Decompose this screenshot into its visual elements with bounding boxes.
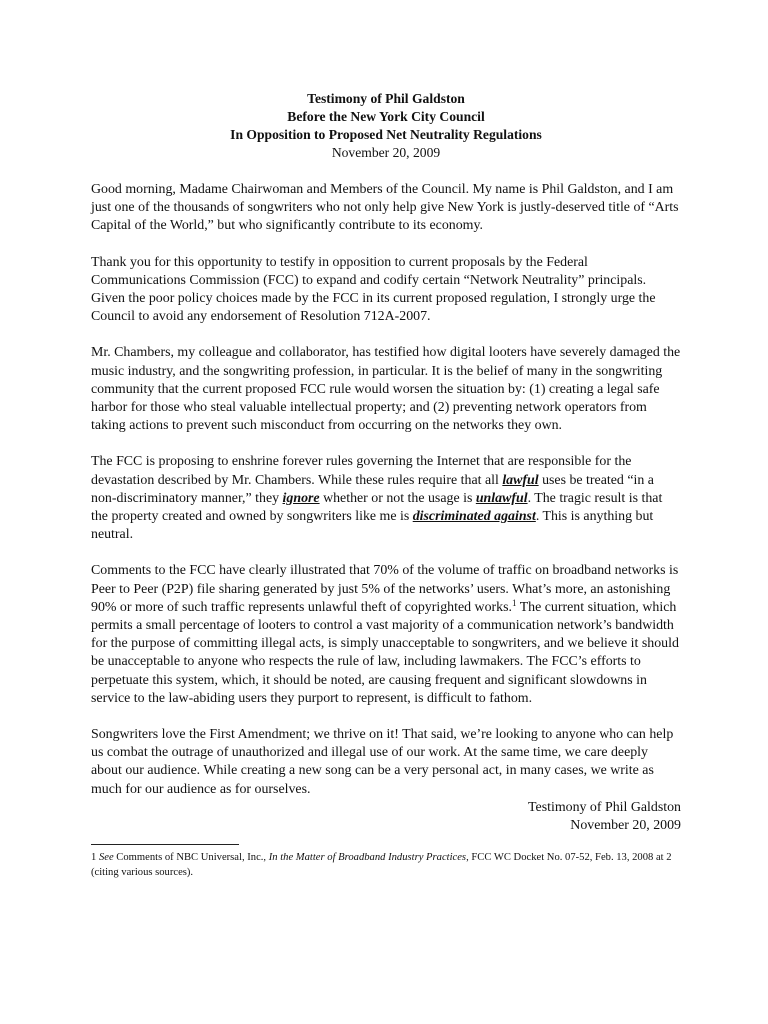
signature-name: Testimony of Phil Galdston [528, 799, 681, 815]
emphasis-lawful: lawful [502, 472, 539, 488]
text-run: . This is anything but neutral. [91, 509, 654, 543]
text-run: . The tragic result is that the property created and owned by songwriters like me is [91, 490, 663, 525]
footnote-number: 1 [91, 852, 97, 864]
text-run: , FCC WC Docket No. 07-52, Feb. 13, 2008 at 2 (citing various sources). [91, 852, 672, 879]
header-subject: In Opposition to Proposed Net Neutrality Regulations [230, 127, 542, 142]
paragraph-chambers: Mr. Chambers, my colleague and collaborator, has testified how digital looters have severely damaged the music industry, and the songwriting profession, in particular. It is the belief of many in the songwriting community that the current proposed FCC rule would worsen the situation by: (1) creating a legal safe harbor for those who steal valuable intellectual property; and (2) preventing network operators from taking actions to prevent such misconduct from occurring on the networks they own. [91, 345, 681, 434]
text-run: whether or not the usage is [319, 490, 476, 506]
signature-date: November 20, 2009 [570, 818, 681, 834]
text-run: The FCC is proposing to enshrine forever rules governing the Internet that are responsible for the devastation described by Mr. Chambers. While these rules require that all [91, 454, 632, 488]
paragraph-greeting: Good morning, Madame Chairwoman and Members of the Council. My name is Phil Galdston, and I am just one of the thousands of songwriters who not only help give New York is justly-deserved title of “Arts Capital of the World,” but who significantly contribute to its economy. [91, 182, 679, 234]
text-run: uses be treated “in a non-discriminatory manner,” they [91, 472, 654, 506]
document-body [91, 90, 681, 880]
footnote-see: See [98, 852, 114, 864]
header-title: Testimony of Phil Galdston [307, 91, 465, 106]
paragraph-fcc-proposal [91, 453, 681, 544]
text-run: The current situation, which permits a small percentage of looters to control a vast majority of a communication network’s bandwidth for the purpose of committing illegal acts, is simply unacceptable to songwriters, and we believe it should be unacceptable to anyone who respects the rule of law, including lawmakers. The FCC’s efforts to perpetuate this system, which, it should be noted, are causing frequent and significant slowdowns in service to the law-abiding users they purport to represent, is difficult to fathom. [91, 599, 679, 706]
emphasis-unlawful: unlawful [475, 490, 528, 506]
text-run: Comments to the FCC have clearly illustrated that 70% of the volume of traffic on broadband networks is Peer to Peer (P2P) file sharing generated by just 5% of the networks’ users. What’s more, an astonishing 90% or more of such traffic represents unlawful theft of copyrighted works. [91, 563, 679, 615]
footnote [91, 850, 681, 880]
emphasis-ignore: ignore [282, 490, 320, 506]
emphasis-discriminated: discriminated against [412, 509, 536, 525]
text-run: Comments of NBC Universal, Inc., [113, 852, 269, 864]
header-venue: Before the New York City Council [287, 109, 485, 124]
paragraph-first-amendment: Songwriters love the First Amendment; we thrive on it! That said, we’re looking to anyone who can help us combat the outrage of unauthorized and illegal use of our work. At the same time, we care deeply about our audience. While creating a new song can be a very personal act, in many cases, we write as much for our audience as for ourselves. [91, 727, 674, 797]
paragraph-thanks: Thank you for this opportunity to testify in opposition to current proposals by the Federal Communications Commission (FCC) to expand and codify certain “Network Neutrality” principals. Given the poor policy choices made by the FCC in its current proposed regulation, I strongly urge the Council to avoid any endorsement of Resolution 712A-2007. [91, 254, 656, 325]
footnote-reference[interactable]: 1 [511, 597, 517, 608]
paragraph-p2p-traffic [91, 562, 681, 708]
header-date: November 20, 2009 [331, 145, 441, 160]
document-header [91, 90, 681, 162]
footnote-case-title: In the Matter of Broadband Industry Practices [268, 852, 467, 864]
footnote-separator [91, 844, 239, 845]
